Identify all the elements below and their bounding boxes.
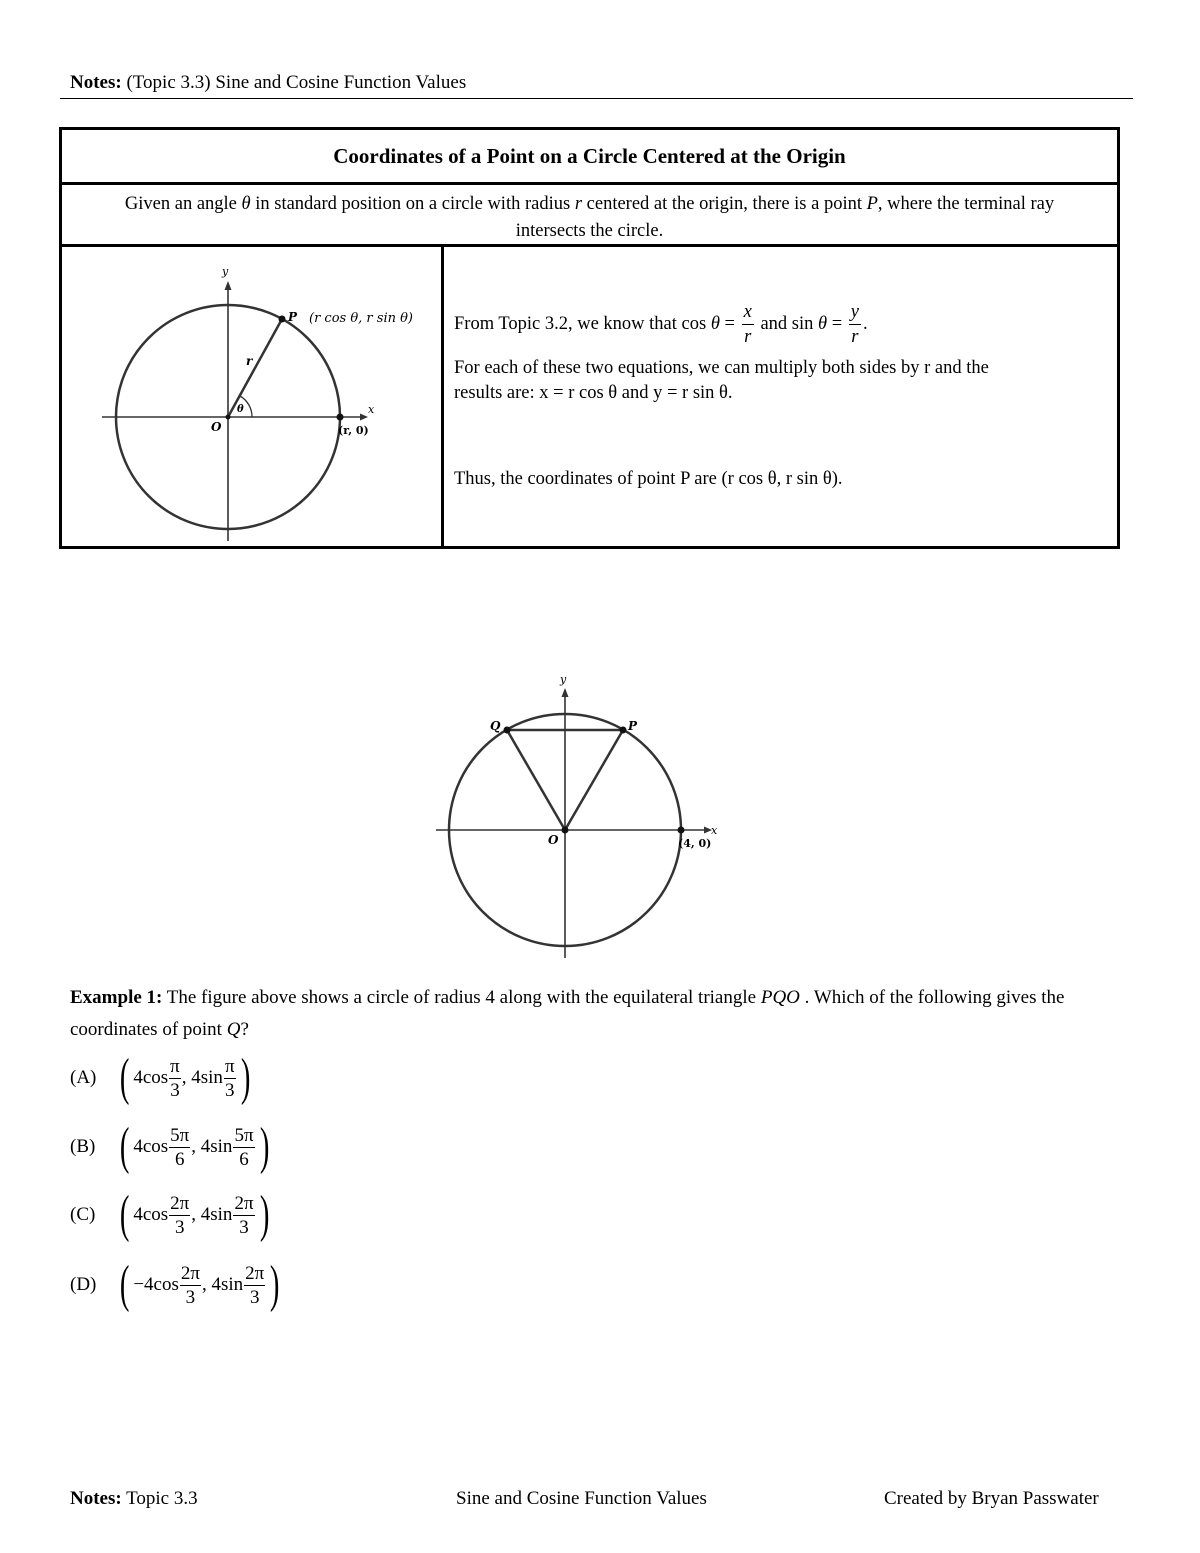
line1-text: From Topic 3.2, we know that cos: [454, 313, 711, 334]
example-label: Example 1:: [70, 987, 163, 1008]
left-paren: (: [119, 1256, 130, 1313]
right-paren: ): [240, 1049, 250, 1106]
footer-topic: Topic 3.3: [121, 1488, 198, 1509]
y-axis-arrow: [562, 688, 569, 697]
left-paren: (: [119, 1186, 130, 1243]
cos-term: −4cos: [133, 1274, 179, 1295]
label-P: P: [288, 310, 298, 324]
definition-box: [59, 127, 1120, 549]
fraction-x-over-r: [742, 303, 754, 346]
label-x: x: [368, 403, 375, 416]
label-P: P: [628, 719, 638, 733]
left-paren: (: [119, 1049, 130, 1106]
right-paren: ): [259, 1186, 269, 1243]
frac-den: r: [744, 326, 752, 347]
intro-theta: θ: [241, 194, 251, 214]
right-paren: ): [259, 1118, 269, 1175]
label-O: O: [548, 833, 559, 847]
example-triangle: PQO: [760, 987, 800, 1008]
choice-label: (A): [70, 1067, 97, 1088]
frac-num: 2π: [180, 1262, 200, 1284]
example-text-a: The figure above shows a circle of radius 4 along with the equilateral triangle: [162, 987, 761, 1008]
fraction-y-over-r: [849, 303, 861, 346]
frac-num: 5π: [170, 1124, 190, 1146]
choice-expression: [133, 1126, 255, 1169]
line1-and: and sin: [755, 313, 819, 334]
line1-theta: θ: [710, 313, 720, 334]
header-divider: [60, 98, 1133, 99]
choice-expression: [133, 1194, 255, 1237]
fraction: [180, 1264, 201, 1307]
frac-num: 2π: [245, 1262, 265, 1284]
derivation-cell: [444, 247, 1117, 546]
choice-label: (D): [70, 1274, 97, 1295]
fraction: [169, 1126, 190, 1169]
terminal-ray: [228, 319, 282, 417]
choice-expression: [133, 1057, 236, 1100]
choice-expression: [133, 1264, 266, 1307]
right-paren: ): [270, 1256, 280, 1313]
fraction: [244, 1264, 265, 1307]
frac-den: r: [851, 326, 859, 347]
frac-den: 3: [224, 1079, 235, 1101]
unit-circle-figure: [62, 247, 438, 546]
label-r: r: [246, 354, 253, 368]
frac-num: 2π: [170, 1192, 190, 1214]
fraction: [233, 1194, 254, 1237]
example-prompt: [70, 982, 1130, 1046]
footer-center: Sine and Cosine Function Values: [456, 1488, 707, 1509]
label-y: y: [222, 265, 229, 278]
sin-term: , 4sin: [191, 1136, 233, 1157]
box-title: Coordinates of a Point on a Circle Centered at the Origin: [62, 130, 1117, 185]
frac-den: 6: [239, 1148, 249, 1170]
choice-label: (B): [70, 1136, 96, 1157]
footer-notes-label: Notes:: [70, 1488, 122, 1509]
point-O: [562, 827, 569, 834]
intro-text-a: Given an angle: [124, 194, 242, 214]
sin-term: , 4sin: [191, 1204, 233, 1225]
point-r0: [337, 414, 344, 421]
unit-circle-figure-cell: [62, 247, 444, 546]
sin-term: , 4sin: [201, 1274, 244, 1295]
derivation-line-3: results are: x = r cos θ and y = r sin θ.: [454, 383, 733, 403]
sin-term: , 4sin: [181, 1067, 223, 1088]
example-figure: [420, 668, 740, 973]
choice-a[interactable]: [70, 1046, 254, 1110]
header-notes-label: Notes:: [70, 72, 122, 93]
label-Q: Q: [490, 719, 501, 733]
choice-label: (C): [70, 1204, 96, 1225]
frac-num: π: [224, 1055, 235, 1077]
frac-den: 3: [174, 1216, 185, 1238]
frac-den: 6: [174, 1148, 185, 1170]
frac-num: 2π: [234, 1192, 254, 1214]
derivation-line-4: Thus, the coordinates of point P are (r cos θ, r sin θ).: [454, 469, 843, 489]
intro-text-d: , where the terminal ray intersects the circle.: [515, 194, 1055, 241]
choice-b[interactable]: [70, 1115, 273, 1179]
point-Q: [504, 727, 511, 734]
label-x: x: [711, 824, 718, 837]
intro-text-b: in standard position on a circle with radius: [250, 194, 575, 214]
example-circle-figure: [420, 668, 740, 968]
choice-d[interactable]: [70, 1253, 284, 1317]
cos-term: 4cos: [133, 1067, 169, 1088]
label-r0: (r, 0): [338, 424, 369, 437]
label-point-coords: (r cos θ, r sin θ): [309, 311, 413, 326]
derivation-line-2: For each of these two equations, we can multiply both sides by r and the: [454, 358, 989, 378]
frac-num: y: [849, 303, 861, 325]
cos-term: 4cos: [133, 1204, 169, 1225]
intro-text-c: centered at the origin, there is a point: [582, 194, 867, 214]
label-O: O: [211, 420, 222, 434]
point-P: [279, 316, 286, 323]
fraction: [233, 1126, 254, 1169]
cos-term: 4cos: [133, 1136, 169, 1157]
line1-eq: =: [719, 313, 740, 334]
page-header: [70, 72, 466, 94]
label-4-0: (4, 0): [678, 837, 712, 850]
left-paren: (: [119, 1118, 130, 1175]
footer-right: Created by Bryan Passwater: [884, 1488, 1099, 1509]
header-title: (Topic 3.3) Sine and Cosine Function Values: [121, 72, 467, 93]
example-text-c: ?: [240, 1019, 249, 1040]
frac-num: 5π: [234, 1124, 254, 1146]
intro-P: P: [866, 194, 878, 214]
point-P: [620, 727, 627, 734]
intro-r: r: [574, 194, 583, 214]
fraction: [169, 1194, 190, 1237]
example-text-b: . Which of the following gives the coordinates of point: [70, 987, 1065, 1040]
frac-num: x: [742, 303, 754, 325]
x-axis-arrow: [360, 414, 368, 421]
box-intro: [62, 185, 1117, 247]
example-point: Q: [226, 1019, 241, 1040]
label-theta: θ: [237, 404, 244, 415]
frac-den: 3: [170, 1079, 180, 1101]
origin-point: [226, 415, 231, 420]
derivation-line-1: From Topic 3.2, we know that cos θ = $\frac{x}{r}$ and sin θ = $\frac{y}{r}$ .: [454, 302, 868, 347]
frac-den: 3: [185, 1286, 196, 1308]
choice-c[interactable]: [70, 1183, 273, 1247]
y-axis-arrow: [225, 281, 232, 290]
footer-left: [70, 1488, 198, 1510]
fraction: [224, 1057, 236, 1100]
frac-den: 3: [249, 1286, 260, 1308]
frac-num: π: [170, 1055, 180, 1077]
line1-eq-2: =: [827, 313, 847, 334]
fraction: [169, 1057, 181, 1100]
frac-den: 3: [239, 1216, 249, 1238]
label-y: y: [560, 673, 567, 686]
line1-theta-2: θ: [818, 313, 828, 334]
point-40: [678, 827, 685, 834]
